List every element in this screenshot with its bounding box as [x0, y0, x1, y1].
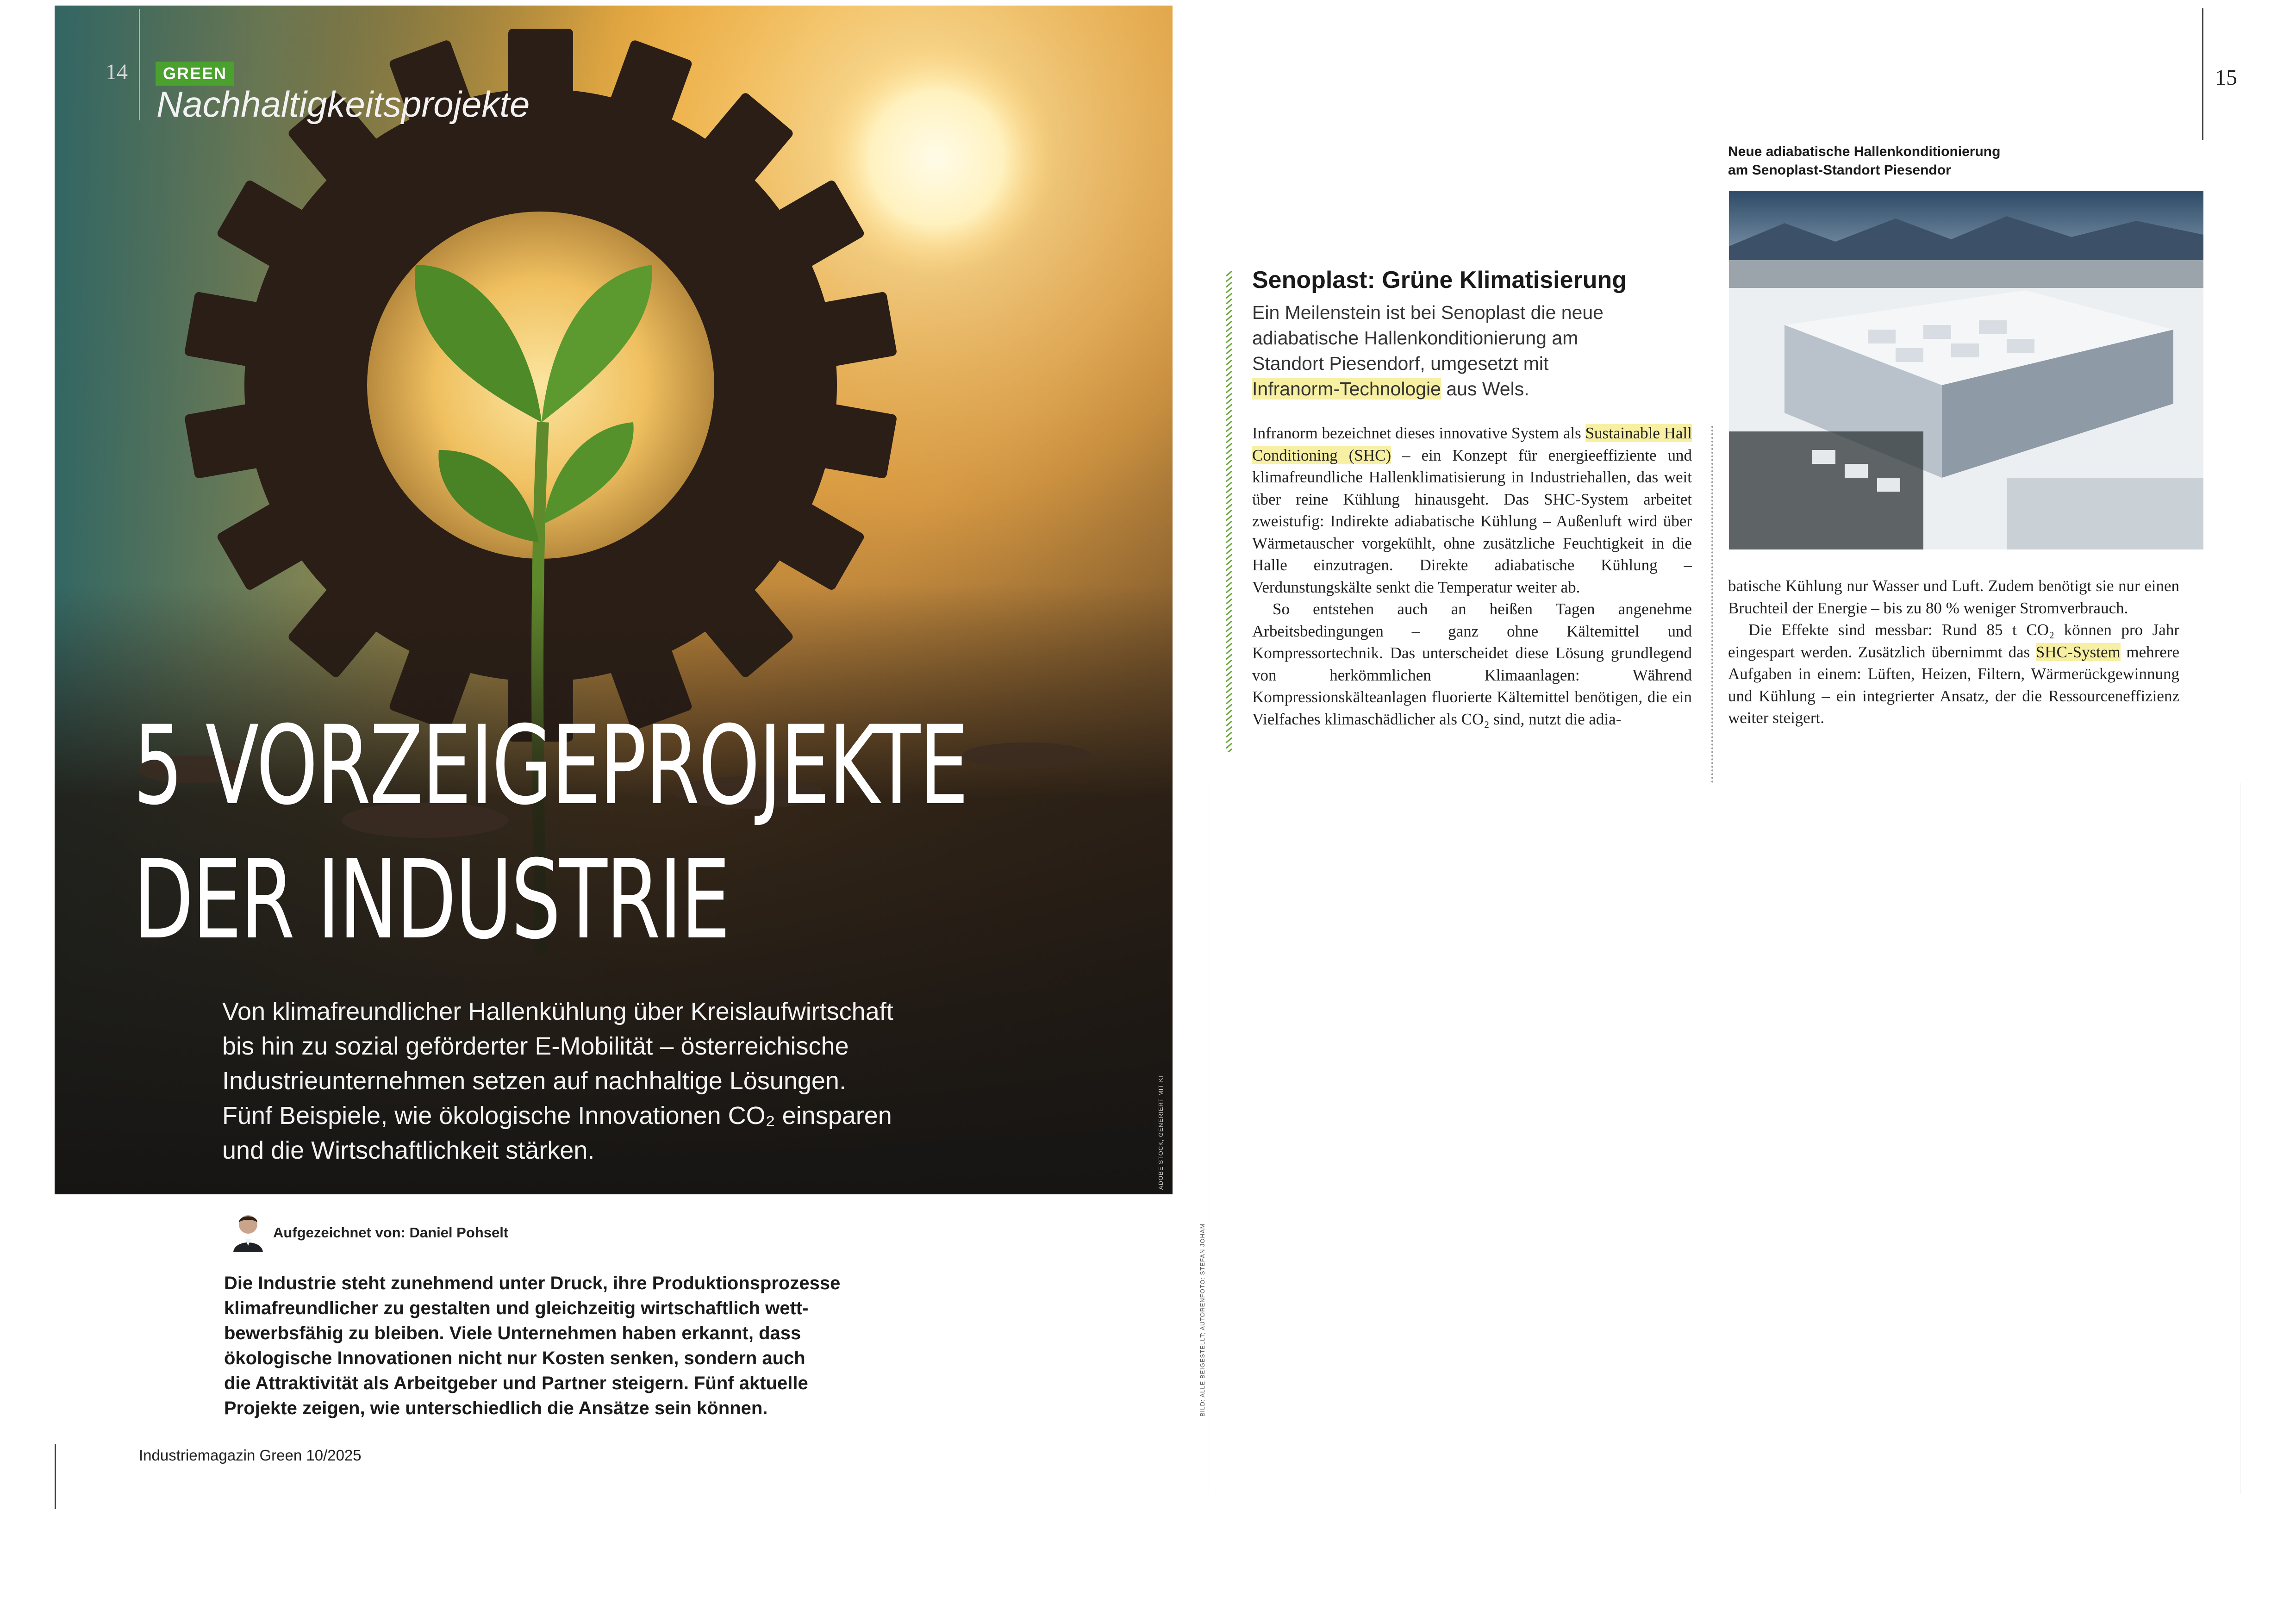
- blank-panel: [1209, 783, 2240, 1494]
- intro-line: Die Industrie steht zunehmend unter Druck, ihre Produktionsprozesse: [224, 1273, 841, 1293]
- intro-line: klimafreundlicher zu gestalten und gleichzeitig wirtschaftlich wett-: [224, 1298, 809, 1318]
- section-kicker: Nachhaltigkeitsprojekte: [156, 84, 530, 125]
- intro-line: ökologische Innovationen nicht nur Kosten senken, sondern auch: [224, 1348, 805, 1368]
- teaser-line: Industrieunternehmen setzen auf nachhaltige Lösungen.: [222, 1067, 846, 1095]
- body-paragraph: Infranorm bezeichnet dieses innovative System als Sustainable Hall Conditioning (SHC) – ein Konzept für energieeffiziente und klimafreundliche Hallenklimatisierung in Industriehallen, das weit über reine Kühlung hinausgeht. Das SHC-System arbeitet zweistufig: Indirekte adiabatische Kühlung – Außenluft wird über Wärmetauscher vorgekühlt, ohne zusätzliche Feuchtigkeit in die Halle einzutragen. Direkte adiabatische Kühlung – Verdunstungskälte senkt die Temperatur weiter ab.: [1252, 424, 1692, 596]
- page-rule-left-bottom: [55, 1444, 56, 1509]
- lead-line: Ein Meilenstein ist bei Senoplast die neue: [1252, 302, 1603, 323]
- teaser-line: und die Wirtschaftlichkeit stärken.: [222, 1136, 595, 1164]
- page-rule-right: [2202, 8, 2203, 140]
- intro-line: die Attraktivität als Arbeitgeber und Partner steigern. Fünf aktuelle: [224, 1373, 808, 1393]
- article-lead: [1252, 300, 1669, 402]
- body-paragraph: batische Kühlung nur Wasser und Luft. Zudem benötigt sie nur einen Bruchteil der Energie – bis zu 80 % weniger Stromverbrauch.: [1728, 577, 2179, 617]
- headline-line-1: 5 VORZEIGEPROJEKTE: [133, 703, 967, 829]
- photo-caption-line: am Senoplast-Standort Piesendor: [1728, 162, 1951, 178]
- body-paragraph: So entstehen auch an heißen Tagen angenehme Arbeitsbedingungen – ganz ohne Kältemittel und Kompressortechnik. Das unterscheidet diese Lösung grundlegend von herkömmlichen Klimaanlagen: Während Kompressionskälteanlagen fluorierte Kältemittel benötigen, die ein Vielfaches klimaschädlicher als CO₂ sind, nutzt die adia-: [1252, 600, 1692, 728]
- article-column-1: [1252, 422, 1692, 730]
- intro-line: Projekte zeigen, wie unterschiedlich die Ansätze sein können.: [224, 1398, 768, 1418]
- magazine-footer: Industriemagazin Green 10/2025: [139, 1447, 362, 1464]
- senoplast-hall-photo: [1729, 191, 2203, 549]
- lead-tail: aus Wels.: [1441, 378, 1529, 400]
- photo-caption-line: Neue adiabatische Hallenkonditionierung: [1728, 144, 2001, 159]
- text-highlight: SHC-System: [2035, 643, 2121, 661]
- article-accent-bar: [1226, 271, 1232, 752]
- teaser-line: Fünf Beispiele, wie ökologische Innovationen CO₂ einsparen: [222, 1102, 892, 1130]
- intro-paragraph: [224, 1271, 918, 1421]
- body-paragraph: Die Effekte sind messbar: Rund 85 t CO₂ können pro Jahr eingespart werden. Zusätzlich übernimmt das SHC-System mehrere Aufgaben in einem: Lüften, Heizen, Filtern, Wärmerückgewinnung und Kühlung – ein integrierter Ansatz, der die Ressourceneffizienz weiter steigert.: [1728, 621, 2179, 727]
- article-column-2: [1728, 575, 2179, 729]
- lead-line: Standort Piesendorf, umgesetzt mit: [1252, 353, 1549, 374]
- intro-line: bewerbsfähig zu bleiben. Viele Unternehmen haben erkannt, dass: [224, 1323, 801, 1343]
- headline-line-2: DER INDUSTRIE: [133, 837, 729, 963]
- lead-highlight: Infranorm-Technologie: [1252, 378, 1441, 400]
- teaser-line: bis hin zu sozial geförderter E-Mobilität – österreichische: [222, 1032, 849, 1060]
- article-title: Senoplast: Grüne Klimatisierung: [1252, 267, 1627, 293]
- headline: [133, 699, 967, 968]
- photo-credit: BILD: ALLE BEIGESTELLT; AUTORENFOTO: STEFAN JOHAM: [1199, 1223, 1206, 1417]
- teaser-line: Von klimafreundlicher Hallenkühlung über Kreislaufwirtschaft: [222, 998, 893, 1025]
- section-tag: GREEN: [156, 62, 234, 86]
- author-credit: Aufgezeichnet von: Daniel Pohselt: [273, 1224, 509, 1241]
- teaser: [222, 994, 944, 1168]
- page-number-left: 14: [106, 60, 128, 84]
- lead-line: adiabatische Hallenkonditionierung am: [1252, 327, 1578, 349]
- lead-line: [1252, 376, 1669, 402]
- image-credit: ADOBE STOCK, GENERIERT MIT KI: [1157, 1075, 1164, 1190]
- author-avatar: [231, 1211, 265, 1252]
- text-highlight: Sustainable Hall Conditioning (SHC): [1252, 424, 1692, 464]
- page-rule-left: [139, 9, 140, 120]
- photo-caption: [1728, 143, 2052, 180]
- page-number-right: 15: [2215, 65, 2237, 90]
